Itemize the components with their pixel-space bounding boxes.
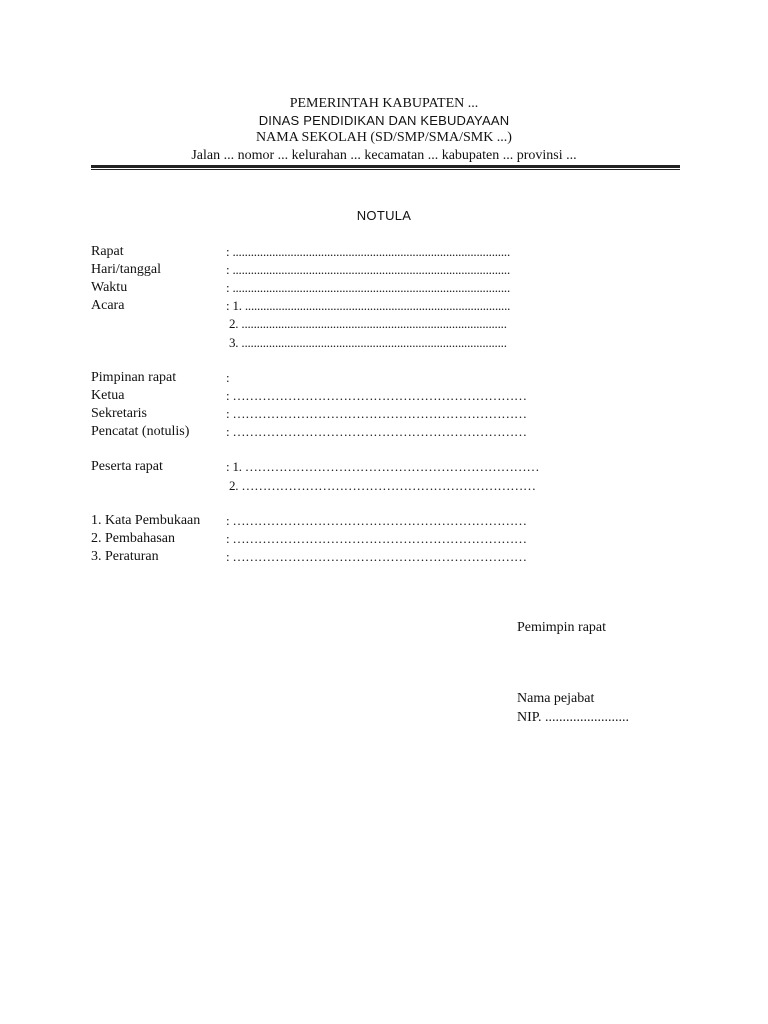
- field-value-acara-1: : 1. .......................................................................................: [226, 298, 511, 313]
- field-label-sekretaris: Sekretaris: [91, 406, 147, 421]
- agenda-value-pembahasan: : ……………………………………………………………: [226, 531, 527, 546]
- field-value-peserta-1: : 1. ……………………………………………………………: [226, 459, 540, 474]
- document-title: NOTULA: [356, 208, 412, 223]
- agenda-item-peraturan: 3. Peraturan: [91, 549, 159, 564]
- field-value-pimpinan-rapat: :: [226, 370, 230, 385]
- field-label-pimpinan-rapat: Pimpinan rapat: [91, 370, 177, 385]
- field-value-pencatat: : ……………………………………………………………: [226, 424, 527, 439]
- agenda-item-kata-pembukaan: 1. Kata Pembukaan: [91, 513, 201, 528]
- field-value-acara-3: 3. .......................................................................................: [229, 335, 507, 350]
- letterhead-divider-thick: [91, 165, 680, 168]
- field-label-acara: Acara: [91, 298, 125, 313]
- signature-name: Nama pejabat: [517, 691, 595, 706]
- agenda-value-kata-pembukaan: : ……………………………………………………………: [226, 513, 527, 528]
- agenda-item-pembahasan: 2. Pembahasan: [91, 531, 175, 546]
- field-value-hari-tanggal: : ...........................................................................................: [226, 262, 511, 277]
- field-value-rapat: : ...........................................................................................: [226, 244, 511, 259]
- field-value-waktu: : ...........................................................................................: [226, 280, 511, 295]
- letterhead-divider-thin: [91, 169, 680, 170]
- field-value-sekretaris: : ……………………………………………………………: [226, 406, 527, 421]
- signature-role: Pemimpin rapat: [517, 620, 607, 635]
- letterhead-agency: DINAS PENDIDIKAN DAN KEBUDAYAAN: [258, 113, 510, 128]
- letterhead-school: NAMA SEKOLAH (SD/SMP/SMA/SMK ...): [256, 130, 512, 145]
- field-label-peserta-rapat: Peserta rapat: [91, 459, 163, 474]
- signature-nip: NIP. ........................: [517, 710, 630, 725]
- field-label-waktu: Waktu: [91, 280, 128, 295]
- field-label-rapat: Rapat: [91, 244, 124, 259]
- field-value-peserta-2: 2. ……………………………………………………………: [229, 478, 536, 493]
- field-value-acara-2: 2. .......................................................................................: [229, 316, 507, 331]
- field-label-ketua: Ketua: [91, 388, 125, 403]
- field-label-pencatat: Pencatat (notulis): [91, 424, 190, 439]
- agenda-value-peraturan: : ……………………………………………………………: [226, 549, 527, 564]
- field-value-ketua: : ……………………………………………………………: [226, 388, 527, 403]
- field-label-hari-tanggal: Hari/tanggal: [91, 262, 161, 277]
- letterhead-address: Jalan ... nomor ... kelurahan ... kecamatan ... kabupaten ... provinsi ...: [191, 148, 577, 163]
- letterhead-government: PEMERINTAH KABUPATEN ...: [289, 96, 479, 111]
